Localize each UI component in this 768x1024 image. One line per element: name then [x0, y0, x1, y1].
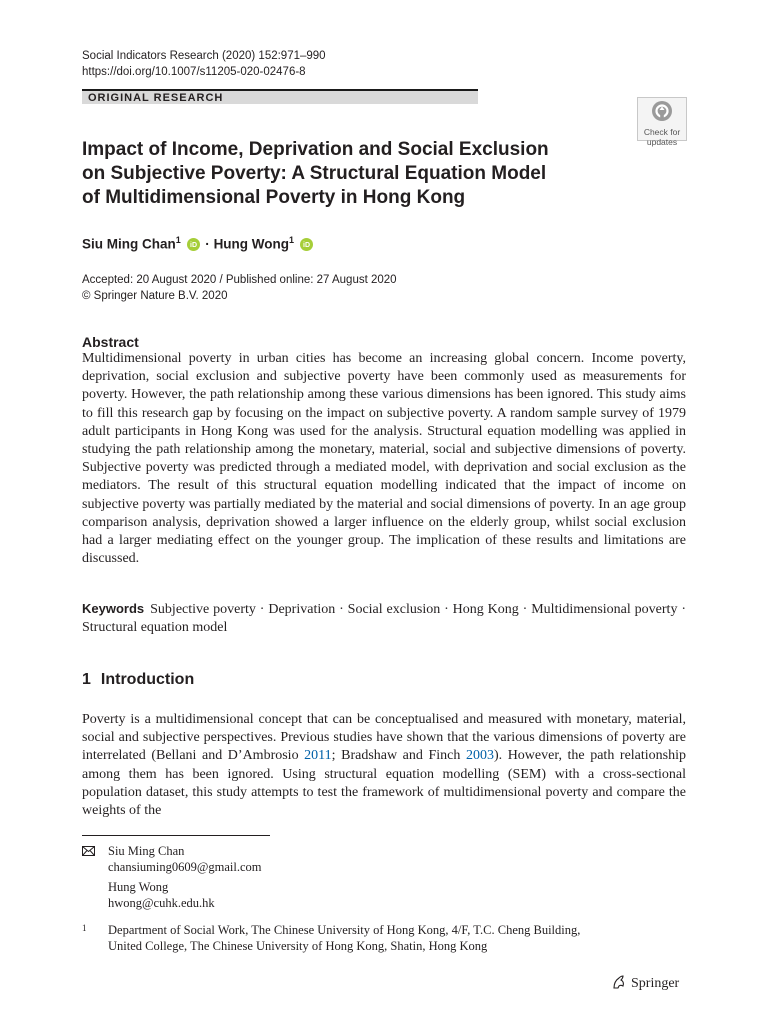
keywords-label: Keywords [82, 601, 145, 616]
badge-line-2: updates [646, 137, 678, 147]
citation-link[interactable]: 2011 [304, 748, 332, 764]
affiliation-line-2: United College, The Chinese University of Hong Kong, Shatin, Hong Kong [108, 939, 488, 953]
contact-name: Siu Ming Chan [108, 844, 185, 858]
intro-text-part: ). However, the path relationship among them has been ignored. Using structural equation modelling (SEM) with a cross-sectional population dataset, this study attempts to test the framework of multidimensional poverty and compare the weights of the [82, 748, 686, 819]
publisher-name: Springer [631, 976, 680, 991]
orcid-icon[interactable] [300, 238, 313, 251]
svg-text:iD: iD [302, 241, 310, 249]
author-separator: · [205, 236, 210, 252]
article-title [82, 138, 602, 210]
co-author-contact [108, 879, 215, 911]
section-title: Introduction [100, 671, 195, 688]
publication-dates [82, 272, 397, 304]
section-number: 1 [82, 671, 91, 688]
journal-citation: Social Indicators Research (2020) 152:971–990 [82, 50, 326, 62]
author-name[interactable]: Siu Ming Chan [82, 236, 176, 252]
section-heading [82, 671, 194, 689]
affiliation-line-1: Department of Social Work, The Chinese University of Hong Kong, 4/F, T.C. Cheng Building, [108, 923, 581, 937]
keywords-block [82, 600, 686, 637]
abstract-heading: Abstract [82, 334, 139, 350]
check-for-updates-badge[interactable] [637, 97, 687, 147]
author-list [82, 231, 315, 254]
keywords-text: Subjective poverty · Deprivation · Social exclusion · Hong Kong · Multidimensional poverty · Structural equation model [82, 602, 686, 636]
badge-line-1: Check for [643, 127, 681, 137]
affiliation-marker: 1 [175, 235, 181, 245]
footnote-divider [82, 835, 270, 836]
intro-text-part: ; Bradshaw and Finch [331, 748, 466, 764]
affiliation-marker: 1 [82, 923, 87, 933]
citation-link[interactable]: 2003 [465, 748, 494, 764]
contact-name: Hung Wong [108, 880, 169, 894]
svg-text:iD: iD [189, 241, 197, 249]
title-line-3: of Multidimensional Poverty in Hong Kong [82, 187, 466, 208]
affiliation-footnote [82, 922, 682, 954]
author-name[interactable]: Hung Wong [213, 236, 290, 252]
intro-text-part: Poverty is a multidimensional concept that can be conceptualised and measured with monetary, material, social and subjective perspectives. Previous studies have shown that the various dimensions of poverty are interrelated (Bellani and D’Ambrosio [82, 712, 686, 764]
affiliation-marker: 1 [289, 235, 295, 245]
envelope-icon [82, 846, 95, 856]
publisher-logo [611, 974, 679, 992]
springer-horse-icon [611, 974, 627, 990]
category-label: ORIGINAL RESEARCH [82, 89, 478, 104]
title-line-1: Impact of Income, Deprivation and Social Exclusion [82, 139, 549, 160]
orcid-icon[interactable] [187, 238, 200, 251]
contact-email[interactable]: chansiuming0609@gmail.com [108, 860, 262, 874]
contact-email[interactable]: hwong@cuhk.edu.hk [108, 896, 215, 910]
introduction-paragraph [82, 711, 686, 820]
check-updates-icon [651, 100, 673, 122]
corresponding-author [108, 843, 262, 875]
title-line-2: on Subjective Poverty: A Structural Equation Model [82, 163, 547, 184]
accepted-published-date: Accepted: 20 August 2020 / Published online: 27 August 2020 [82, 274, 397, 286]
abstract-text: Multidimensional poverty in urban cities has become an increasing global concern. Income poverty, deprivation, social exclusion and subjective poverty have been commonly used as measurements for poverty. However, the path relationship among these various dimensions has been ignored. This study aims to fill this research gap by focusing on the impact on subjective poverty. A random sample survey of 1979 adult participants in Hong Kong was used for the analysis. Structural equation modelling was applied in studying the path relationship among the monetary, material, social and subjective dimensions of poverty. Subjective poverty was predicted through a mediated model, with deprivation and social exclusion as the mediators. The result of this structural equation modelling indicated that the impact of income on subjective poverty was partially mediated by the material and social dimensions of poverty. In an age group comparison analysis, deprivation showed a larger influence on the elderly group, whilst social exclusion had a larger mediating effect on the younger group. The implication of these results and limitations are discussed. [82, 351, 686, 567]
doi-link[interactable]: https://doi.org/10.1007/s11205-020-02476-8 [82, 66, 306, 78]
copyright-notice: © Springer Nature B.V. 2020 [82, 290, 228, 302]
